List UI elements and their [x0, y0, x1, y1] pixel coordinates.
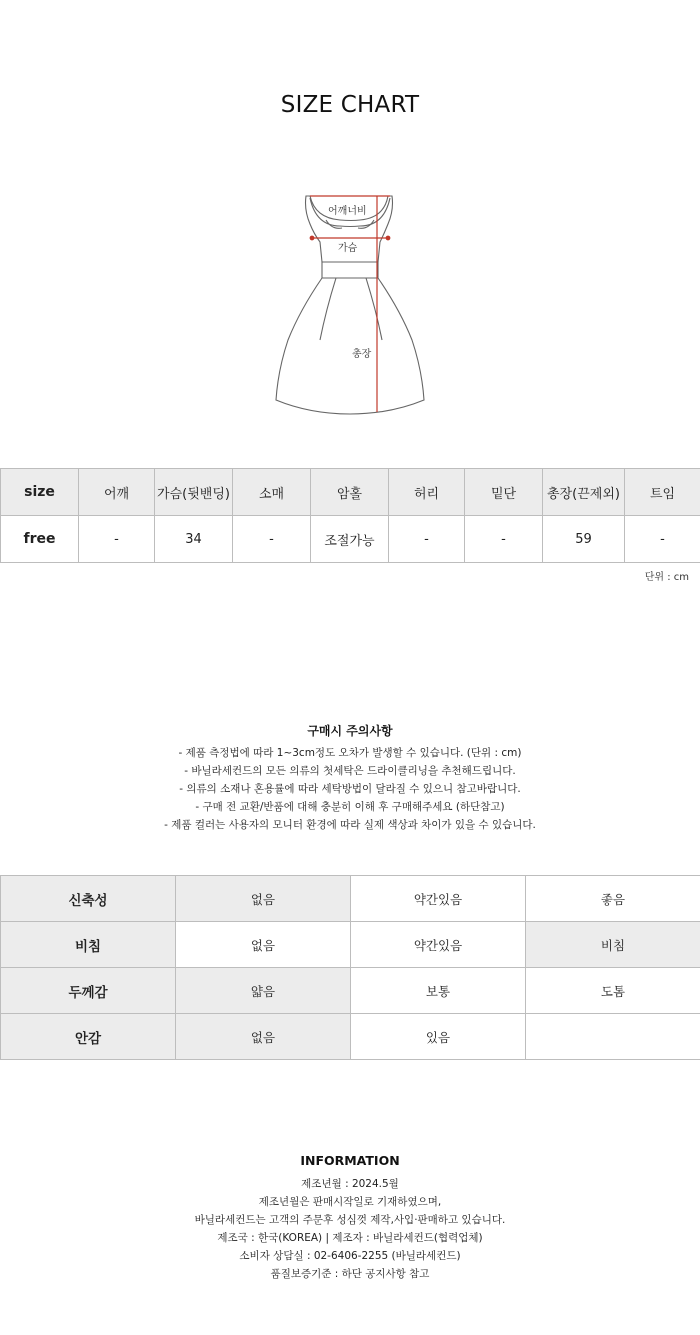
feel-option: 없음	[176, 876, 351, 922]
size-header-cell: size	[1, 469, 79, 516]
page-title: SIZE CHART	[280, 92, 420, 118]
size-header-cell: 허리	[389, 469, 465, 516]
size-cell: -	[389, 516, 465, 563]
size-cell: free	[1, 516, 79, 563]
information-list	[0, 1175, 700, 1283]
feel-option: 약간있음	[351, 876, 526, 922]
feel-option: 있음	[351, 1014, 526, 1060]
information-line: 제조년월 : 2024.5월	[301, 1178, 399, 1190]
size-header-cell: 소매	[233, 469, 311, 516]
size-header-cell: 가슴(뒷밴딩)	[155, 469, 233, 516]
feel-label: 안감	[1, 1014, 176, 1060]
size-table-header-row	[1, 469, 700, 516]
length-label: 총장	[352, 349, 372, 360]
size-cell: 조절가능	[311, 516, 389, 563]
feel-label: 신축성	[1, 876, 176, 922]
size-cell: 34	[155, 516, 233, 563]
information-title: INFORMATION	[300, 1153, 400, 1168]
unit-note: 단위 : cm	[644, 572, 689, 583]
size-cell: -	[79, 516, 155, 563]
feel-option: 비침	[526, 922, 700, 968]
information-line: 소비자 상담실 : 02-6406-2255 (바닐라세컨드)	[239, 1250, 461, 1262]
size-cell: -	[233, 516, 311, 563]
dress-diagram	[270, 190, 430, 420]
feel-option	[526, 1014, 700, 1060]
feel-option: 보통	[351, 968, 526, 1014]
size-cell: -	[625, 516, 700, 563]
size-header-cell: 총장(끈제외)	[543, 469, 625, 516]
size-cell: -	[465, 516, 543, 563]
size-header-cell: 어깨	[79, 469, 155, 516]
feel-row-sheerness	[1, 922, 700, 968]
fabric-feel-table	[0, 875, 700, 1060]
shoulder-width-label: 어깨너비	[328, 206, 367, 217]
feel-option: 없음	[176, 922, 351, 968]
size-table-row	[1, 516, 700, 563]
information-line: 제조년월은 판매시작일로 기재하였으며,	[258, 1196, 442, 1208]
notice-line: - 제품 컬러는 사용자의 모니터 환경에 따라 실제 색상과 차이가 있을 수 있습니다.	[164, 819, 536, 831]
size-cell: 59	[543, 516, 625, 563]
notice-line: - 구매 전 교환/반품에 대해 충분히 이해 후 구매해주세요 (하단참고)	[195, 801, 505, 813]
feel-option: 없음	[176, 1014, 351, 1060]
size-header-cell: 암홀	[311, 469, 389, 516]
information-line: 바닐라세컨드는 고객의 주문후 성심껏 제작,사입·판매하고 있습니다.	[194, 1214, 506, 1226]
notice-line: - 의류의 소재나 혼용률에 따라 세탁방법이 달라질 수 있으니 참고바랍니다.	[179, 783, 521, 795]
notice-title: 구매시 주의사항	[307, 724, 393, 738]
feel-option: 약간있음	[351, 922, 526, 968]
dress-outline-illustration	[270, 190, 430, 420]
size-header-cell: 밑단	[465, 469, 543, 516]
notice-line: - 바닐라세컨드의 모든 의류의 첫세탁은 드라이클리닝을 추천해드립니다.	[184, 765, 516, 777]
feel-row-lining	[1, 1014, 700, 1060]
information-line: 제조국 : 한국(KOREA) | 제조자 : 바닐라세컨드(협력업체)	[217, 1232, 483, 1244]
notice-line: - 제품 측정법에 따라 1~3cm정도 오차가 발생할 수 있습니다. (단위 : cm)	[178, 747, 522, 759]
feel-option: 좋음	[526, 876, 700, 922]
feel-option: 얇음	[176, 968, 351, 1014]
feel-label: 비침	[1, 922, 176, 968]
feel-row-stretch	[1, 876, 700, 922]
chest-label: 가슴	[338, 243, 358, 254]
size-header-cell: 트임	[625, 469, 700, 516]
feel-row-thickness	[1, 968, 700, 1014]
information-line: 품질보증기준 : 하단 공지사항 참고	[270, 1268, 430, 1280]
feel-label: 두께감	[1, 968, 176, 1014]
feel-option: 도톰	[526, 968, 700, 1014]
notice-list	[0, 744, 700, 834]
size-table	[0, 468, 700, 563]
